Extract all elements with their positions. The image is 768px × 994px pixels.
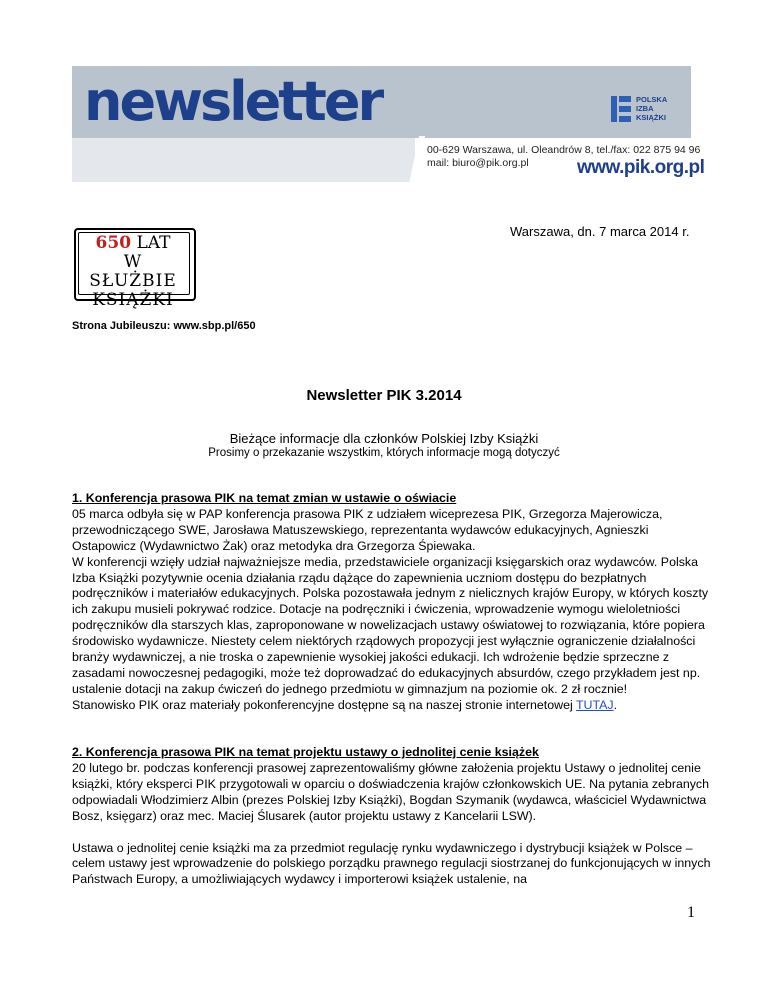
section-2-paragraph-1: 20 lutego br. podczas konferencji prasowej zaprezentowaliśmy główne założenia projektu Ustawy o jednolitej cenie książki, który eksperci PIK przygotowali w oparciu o doświadczenia krajów członkowskich UE. Na pytania zebranych odpowiadali Włodzimierz Albin (prezes Polskiej Izby Książki), Bogdan Szymanik (wydawca, właściciel Wydawnictwa Bosz, księgarz) oraz mec. Maciej Ślusarek (autor projektu ustawy z Kancelarii LSW). — [72, 760, 710, 823]
page-title: Newsletter PIK 3.2014 — [306, 387, 462, 404]
section-1-body: 05 marca odbyła się w PAP konferencja prasowa PIK z udziałem wiceprezesa PIK, Grzegorza Majerowicza, przewodniczącego SWE, Jarosława Matuszewskiego, reprezentanta wydawców edukacyjnych, Agnieszki Ostapowicz (Wydawnictwo Żak) oraz metodyka dra Grzegorza Śpiewaka. W konferencji wzięły udział najważniejsze media, przedstawiciele organizacji księgarskich oraz wydawców. Polska Izba Książki pozytywnie ocenia działania rządu dążące do zapewnienia uczniom dostępu do bezpłatnych podręczników i materiałów edukacyjnych. Polska pozostawała jednym z nielicznych krajów Europy, w których koszty ich zakupu musieli pokrywać rodzice. Dotacje na podręczniki i ćwiczenia, wprowadzenie wymogu wieloletniości podręczników dla starszych klas, zaproponowane w nowelizacjach ustawy oświatowej to rozwiązania, które popiera środowisko wydawnicze. Niestety celem niektórych rządowych propozycji jest wyłącznie ograniczenie działalności branży wydawniczej, a nie troska o zapewnienie wysokiej jakości edukacji. Ich wdrożenie będzie sprzeczne z zasadami nowoczesnej pedagogiki, może też doprowadzać do edukacyjnych absurdów, czego przykładem jest np. ustalenie dotacji na zakup ćwiczeń do jednego przedmiotu w gimnazjum na poziomie ok. 2 zł rocznie! — [72, 506, 709, 696]
pik-logo-text: POLSKA IZBA KSIĄŻKI — [636, 95, 668, 122]
date-line: Warszawa, dn. 7 marca 2014 r. — [510, 224, 690, 239]
subtitle-note: Prosimy o przekazanie wszystkim, których informacje mogą dotyczyć — [208, 447, 560, 459]
section-1-heading: 1. Konferencja prasowa PIK na temat zmian w ustawie o oświacie — [72, 491, 457, 505]
jubilee-stamp-lines: W SŁUŻBIE KSIĄŻKI — [89, 252, 177, 310]
masthead-website[interactable]: www.pik.org.pl — [577, 157, 705, 178]
section-2-heading: 2. Konferencja prasowa PIK na temat projektu ustawy o jednolitej cenie książek — [72, 745, 539, 759]
tutaj-link[interactable]: TUTAJ — [575, 697, 614, 712]
jubilee-link-line: Strona Jubileuszu: www.sbp.pl/650 — [72, 320, 256, 332]
section-2 — [72, 745, 712, 888]
jubilee-stamp-line1: 650 LAT — [95, 233, 171, 253]
section-1-closing: Stanowisko PIK oraz materiały pokonferencyjne dostępne są na naszej stronie internetowej TUTAJ. — [72, 697, 618, 712]
subtitle: Bieżące informacje dla członków Polskiej Izby Książki — [229, 431, 539, 446]
section-2-paragraph-2: Ustawa o jednolitej cenie książki ma za przedmiot regulację rynku wydawniczego i dystrybucji książek w Polsce – celem ustawy jest wprowadzenie do polskiego porządku prawnego regulacji siostrzanej do funkcjonujących w innych Państwach Europy, a umożliwiających wydawcy i importerowi książek ustalenie, na — [72, 840, 711, 887]
newsletter-logo: newsletter — [84, 70, 382, 133]
masthead-address: 00-629 Warszawa, ul. Oleandrów 8, tel./fax: 022 875 94 96 mail: biuro@pik.org.pl — [427, 144, 701, 169]
pik-logo-icon — [611, 96, 631, 122]
page-number: 1 — [687, 904, 695, 921]
section-1 — [72, 491, 712, 714]
